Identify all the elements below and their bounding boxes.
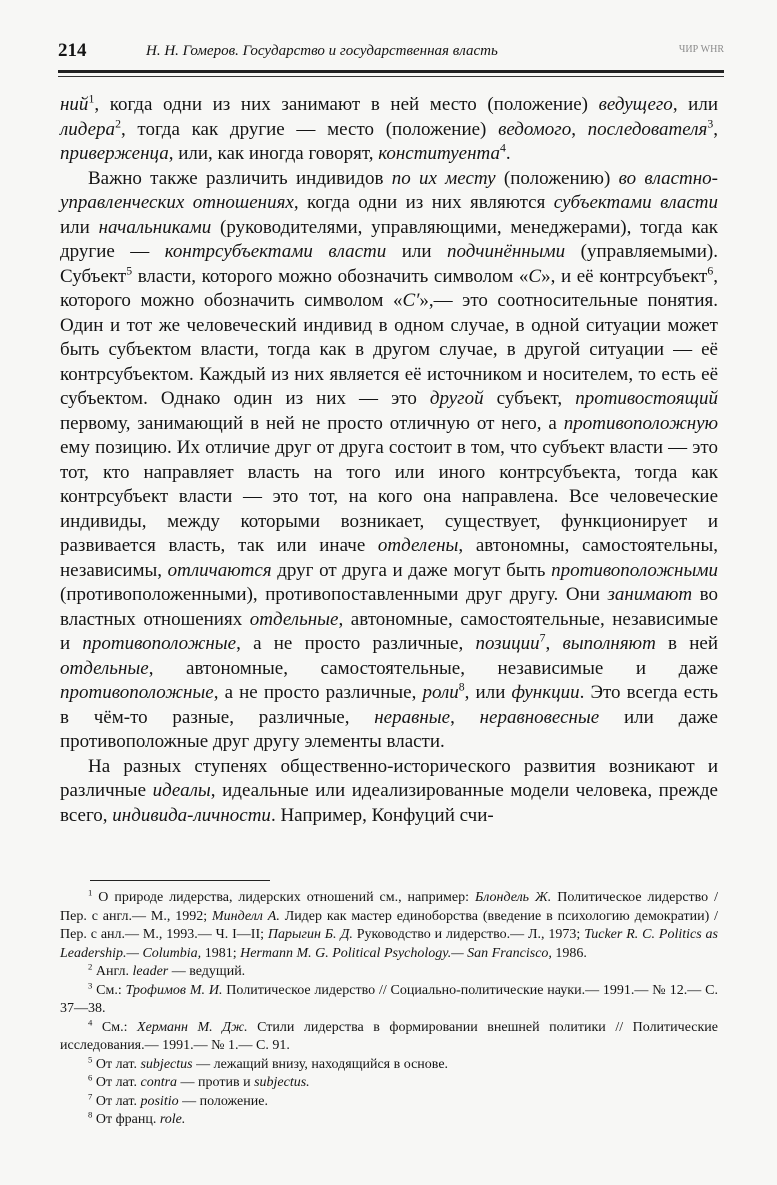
emphasis-text: Трофимов М. И. bbox=[125, 982, 223, 998]
footnote-marker: 2 bbox=[115, 117, 121, 131]
emphasis-text: противоположные bbox=[82, 633, 237, 654]
emphasis-text: ведомого bbox=[498, 118, 572, 140]
emphasis-text: отличаются bbox=[167, 559, 272, 581]
emphasis-text: во властно-управленческих отношениях bbox=[60, 167, 719, 213]
footnote-marker: 3 bbox=[88, 979, 93, 990]
corner-mark: ЧИР WHR bbox=[678, 44, 724, 55]
paragraph-3: На разных ступенях общественно-исторического развития возникают и различные идеалы, идеальные или идеализированные модели человека, прежде всего, индивида-личности. Например, Конфуций счи- bbox=[60, 755, 718, 826]
emphasis-text: role. bbox=[159, 1112, 186, 1127]
emphasis-text: Hermann M. G. Political Psychology.— San Francisco, bbox=[240, 945, 552, 961]
emphasis-text: другой bbox=[429, 388, 484, 409]
emphasis-text: противоположную bbox=[563, 412, 718, 434]
footnote-separator bbox=[90, 880, 270, 881]
footnote-3: $^3$ См.: Трофимов М. И. Политическое лидерство // Социально-политические науки.— 1991.— № 12.— С. 37—38. bbox=[60, 979, 718, 1016]
emphasis-text: Херманн М. Дж. bbox=[137, 1019, 248, 1035]
footnote-marker: 4 bbox=[499, 141, 506, 155]
emphasis-text: С bbox=[528, 265, 542, 287]
emphasis-text: Tucker R. C. Politics as Leadership.— Columbia, bbox=[60, 927, 719, 961]
header-rule-thin bbox=[58, 76, 724, 77]
emphasis-text: ведущего bbox=[598, 94, 673, 115]
footnote-marker: 4 bbox=[88, 1016, 93, 1027]
footnote-marker: 8 bbox=[458, 680, 465, 694]
page-header bbox=[58, 40, 724, 70]
footnote-marker: 7 bbox=[88, 1090, 93, 1101]
emphasis-text: неравновесные bbox=[479, 706, 600, 728]
emphasis-text: занимают bbox=[607, 584, 693, 605]
emphasis-text: отдельные bbox=[60, 657, 149, 679]
emphasis-text: субъектами власти bbox=[553, 192, 718, 213]
emphasis-text: по их месту bbox=[391, 167, 496, 189]
emphasis-text: Блондель Ж. bbox=[474, 890, 552, 905]
emphasis-text: Парыгин Б. Д. bbox=[267, 927, 353, 942]
footnote-marker: 5 bbox=[126, 264, 133, 278]
footnote-1: $^1$ О природе лидерства, лидерских отношений см., например: Блондель Ж. Политическое лидерство / Пер. с англ.— М., 1992; Минделл А. Лидер как мастер единоборства (введение в психологию демократии) / Пер. с анл.— М., 1993.— Ч. I—II; Парыгин Б. Д. Руководство и лидерство.— Л., 1973; Tucker R. C. Politics as Leadership.— Columbia, 1981; Hermann M. G. Political Psychology.— San Francisco, 1986. bbox=[60, 887, 719, 961]
paragraph-2: Важно также различить индивидов по их месту (положению) во властно-управленческих отношениях, когда одни из них являются субъектами власти или начальниками (руководителями, управляющими, менеджерами), тогда как другие — контрсубъектами власти или подчинёнными (управляемыми). Субъект$^5$ власти, которого можно обозначить символом «С», и её контрсубъект$^6$, которого можно обозначить символом «С′»,— это соотносительные понятия. Один и тот же человеческий индивид в одном случае, в одной ситуации может быть субъектом власти, тогда как в другом случае, в другой ситуации — её контрсубъектом. Каждый из них является её источником и носителем, то есть её субъектом. Однако один из них — это другой субъект, противостоящий первому, занимающий в ней не просто отличную от него, а противоположную ему позицию. Их отличие друг от друга состоит в том, что субъект власти — это тот, кто направляет власть на того или иного контрсубъекта, тогда как контрсубъект власти — это тот, на кого она направлена. Все человеческие индивиды, между которыми возникает, существует, функционирует и развивается власть, так или иначе отделены, автономны, самостоятельны, независимы, отличаются друг от друга и даже могут быть противоположными (противоположенными), противопоставленными друг другу. Они занимают во властных отношениях отдельные, автономные, самостоятельные, независимые и противоположные, а не просто различные, позиции$^7$, выполняют в ней отдельные, автономные, самостоятельные, независимые и даже противоположные, а не просто различные, роли$^8$, или функции. Это всегда есть в чём-то разные, различные, неравные, неравновесные или даже противоположные друг другу элементы власти. bbox=[60, 167, 719, 752]
footnotes bbox=[60, 889, 718, 1130]
emphasis-text: отделены bbox=[377, 535, 459, 556]
page-number: 214 bbox=[58, 40, 87, 61]
emphasis-text: contra bbox=[140, 1075, 178, 1090]
emphasis-text: противоположными bbox=[551, 559, 718, 581]
footnote-2: $^2$ Англ. leader — ведущий. bbox=[88, 961, 246, 979]
header-rule bbox=[58, 70, 724, 73]
emphasis-text: subjectus bbox=[140, 1056, 193, 1072]
emphasis-text: функции bbox=[511, 682, 580, 703]
emphasis-text: последователя bbox=[587, 118, 708, 140]
emphasis-text: контрсубъектами власти bbox=[164, 241, 387, 262]
emphasis-text: противостоящий bbox=[575, 388, 718, 409]
main-text bbox=[60, 93, 718, 828]
emphasis-text: идеалы bbox=[152, 780, 211, 801]
emphasis-text: лидера bbox=[60, 118, 116, 140]
emphasis-text: Минделл А. bbox=[211, 908, 280, 924]
emphasis-text: индивида-личности bbox=[112, 804, 271, 826]
emphasis-text: подчинёнными bbox=[447, 241, 566, 262]
emphasis-text: отдельные bbox=[249, 608, 339, 630]
footnote-6: $^6$ От лат. contra — против и subjectus. bbox=[88, 1072, 310, 1090]
emphasis-text: позиции bbox=[475, 633, 540, 654]
emphasis-text: конституента bbox=[378, 143, 500, 164]
footnote-marker: 2 bbox=[88, 961, 93, 972]
emphasis-text: роли bbox=[422, 682, 459, 703]
footnote-marker: 8 bbox=[88, 1109, 93, 1120]
emphasis-text: неравные bbox=[374, 706, 451, 728]
emphasis-text: positio bbox=[140, 1093, 179, 1109]
running-title: Н. Н. Гомеров. Государство и государственная власть bbox=[146, 43, 498, 59]
footnote-marker: 1 bbox=[88, 92, 95, 106]
emphasis-text: ний bbox=[60, 94, 89, 115]
emphasis-text: приверженца bbox=[60, 143, 169, 164]
footnote-marker: 1 bbox=[88, 887, 93, 898]
footnote-7: $^7$ От лат. positio — положение. bbox=[88, 1090, 268, 1109]
footnote-marker: 5 bbox=[88, 1053, 93, 1064]
footnote-8: $^8$ От франц. role. bbox=[88, 1109, 186, 1127]
footnote-marker: 7 bbox=[539, 631, 546, 645]
footnote-marker: 3 bbox=[707, 117, 714, 131]
footnote-5: $^5$ От лат. subjectus — лежащий внизу, находящийся в основе. bbox=[88, 1053, 449, 1072]
footnote-marker: 6 bbox=[88, 1072, 93, 1083]
emphasis-text: начальниками bbox=[98, 216, 212, 238]
emphasis-text: subjectus. bbox=[254, 1075, 310, 1090]
footnote-marker: 6 bbox=[707, 264, 714, 278]
emphasis-text: leader bbox=[132, 964, 169, 979]
footnote-4: $^4$ См.: Херманн М. Дж. Стили лидерства в формировании внешней политики // Политические исследования.— 1991.— № 1.— С. 91. bbox=[60, 1016, 718, 1053]
paragraph-1: ний$^1$, когда одни из них занимают в ней место (положение) ведущего, или лидера$^2$, тогда как другие — место (положение) ведомого, последователя$^3$, приверженца, или, как иногда говорят, конституента$^4$. bbox=[60, 92, 719, 164]
emphasis-text: противоположные bbox=[60, 682, 214, 703]
emphasis-text: выполняют bbox=[562, 633, 656, 654]
emphasis-text: С′ bbox=[402, 290, 420, 311]
